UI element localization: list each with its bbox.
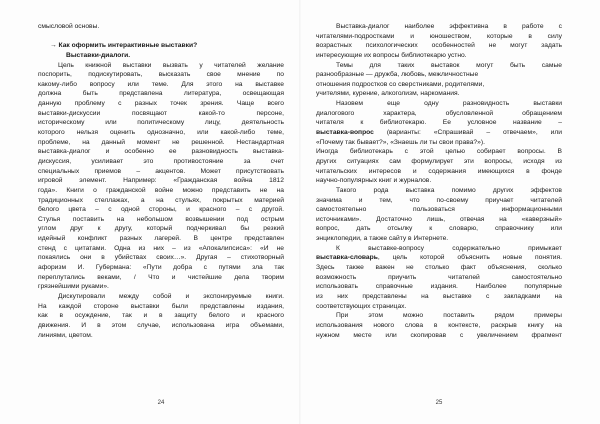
text-line: поспорить, подискутировать, высказать свое мнение по (38, 71, 284, 79)
text-line: Здесь также важен не столько факт объяснения, сколько (316, 264, 562, 272)
text-line: которого нельзя оценить однозначно, или какой-либо теме, (38, 129, 284, 137)
text-line: белого цвета – с одной стороны, и красного – с другой. (38, 206, 284, 214)
text-line: научно-популярных книг и журналов. (316, 177, 432, 185)
text-line: отношения подростков со сверстниками, родителями, (316, 80, 485, 88)
text-line: афоризм И. Губермана: «Пути добра с путями зла так (38, 264, 284, 272)
text-line (38, 32, 284, 42)
text-line: какому-либо вопросу или теме. Для этого на выставке (38, 80, 284, 88)
text-line: Цель книжной выставки вызвать у читателей желание (58, 61, 284, 69)
text-line: выставки-дискуссии посвящают какой-то персоне, (38, 109, 284, 117)
text-line: возможность приучить читателей самостоятельно (316, 273, 562, 281)
text-line: движения. И в этом случае, использована игра объемами, (38, 321, 284, 329)
bold-term: выставка-вопрос (316, 129, 374, 137)
text-line: При этом можно поставить рядом примеры (336, 312, 562, 320)
text-line: проблеме, на данный момент не решенной. Нестандартная (38, 138, 284, 146)
text-line: Выставка-диалог наиболее эффективна в работе с (336, 23, 562, 30)
text-line: года». Книги о гражданской войне можно представить не на (38, 186, 284, 194)
section-heading: → Как оформить интерактивные выставки? (50, 42, 198, 50)
text-line: интересующие их вопросы библиотекарю устно. (316, 51, 467, 59)
text-line: диалогового характера, обусловленной обращением (316, 109, 562, 117)
left-page-number: 24 (157, 400, 165, 406)
text-line: переплутались веками, / Что и чистейшие дела творим (38, 273, 284, 281)
text-line: Такого рода выставка помимо других эффектов (336, 186, 562, 194)
text-line: читательских интересов и содержания имеющихся в фонде (316, 167, 562, 175)
text-line: использования нового слова в контексте, раскрыв книгу на (316, 321, 562, 329)
text-line: углом друг к другу, который подчеркивал бы резкий (38, 225, 284, 233)
text-line: читателя к библиотекарю. Ее условное название – (316, 119, 562, 127)
right-page-number: 25 (435, 400, 443, 406)
text-line: использовать справочные издания. Наиболее популярные (316, 283, 562, 291)
text-line: историческому или политическому лицу, деятельность (38, 119, 284, 127)
text-line: покаялись они в убийствах своих…». Другая – стихотворный (38, 254, 284, 262)
text-line: учителями, курение, алкоголизм, наркомания. (316, 90, 460, 98)
text-line: Назовем еще одну разновидность выставки (336, 100, 562, 108)
text-line: «Почему так бывает?», «Знаешь ли ты свои права?»). (316, 138, 485, 146)
text-line: значима и тем, что по-своему приучает читателей (316, 196, 562, 204)
text-line: выставка-словарь, цель которой объяснить новые понятия. (316, 254, 562, 262)
text-line: выставка-вопрос (варианты: «Спрашивай – отвечаем», или (316, 129, 562, 137)
text-line: вопрос, дать отсылку к словарю, справочнику или (316, 225, 562, 233)
section-heading: Выставки-диалоги. (66, 51, 131, 59)
text-line: самостоятельно пользоваться информационными (316, 206, 562, 214)
left-page (38, 22, 284, 340)
text-line: линиями, цветом. (38, 331, 93, 339)
text-line: разнообразные — дружба, любовь, межличностные (316, 71, 479, 79)
text-line: из них представлены на выставке с закладками на (316, 292, 562, 300)
text-line: как в осуждение, так и в защиту белого и красного (38, 312, 284, 320)
text-line: возрастных психологических особенностей не могут задать (316, 42, 562, 50)
text-line: нужном месте или скопировав с увеличением фрагмент (316, 331, 562, 339)
text-line: Темы для таких выставок могут быть самые (336, 61, 562, 69)
text-line: специальных приемов – акцентов. Может присутствовать (38, 167, 284, 175)
text-line: дискуссия, усиливает это противостояние за счет (38, 157, 284, 165)
text-line: Дискутировали между собой и экспонируемые книги. (58, 292, 284, 300)
text-line: должна быть представлена литература, освещающая (38, 90, 284, 98)
text-line: стенд с цитатами. Одна из них – из «Апокалипсиса»: «И не (38, 244, 284, 252)
text-line: грязнейшими руками». (38, 283, 109, 291)
text-line: Стулья поставить на небольшом возвышении под острым (38, 215, 284, 223)
text-line: энциклопедии, а также сайту в Интернете. (316, 235, 449, 243)
text-line: идейный конфликт разных лагерей. В центре представлен (38, 235, 284, 243)
right-page (316, 22, 562, 340)
bold-term: выставка-словарь (316, 254, 378, 262)
text-line: игровой элемент. Например: «Гражданская война 1812 (38, 177, 284, 185)
text-line: К выставке-вопросу содержательно примыкает (336, 244, 562, 252)
text-line: На каждой стороне выставки были представлены издания, (38, 302, 284, 310)
book-gutter (299, 0, 301, 424)
text-line: читателями-подростками и юношеством, которые в силу (316, 32, 562, 40)
text-line: других ситуациях сам формулирует эти вопросы, исходя из (316, 157, 562, 165)
text-line: Иногда библиотекарь с этой целью собирает вопросы. В (316, 148, 562, 156)
text-line: данную проблему с разных точек зрения. Чаще всего (38, 100, 284, 108)
text-line: источниками». Достаточно лишь, отвечая на «каверзный» (316, 215, 562, 223)
text-line: смысловой основы. (38, 23, 100, 30)
text-line: выставка-диалог и особенно ее разновидность выставка- (38, 148, 284, 156)
text-line: традиционных стеллажах, а на стульях, покрытых материей (38, 196, 284, 204)
text-line: соответствующих страницах. (316, 302, 407, 310)
